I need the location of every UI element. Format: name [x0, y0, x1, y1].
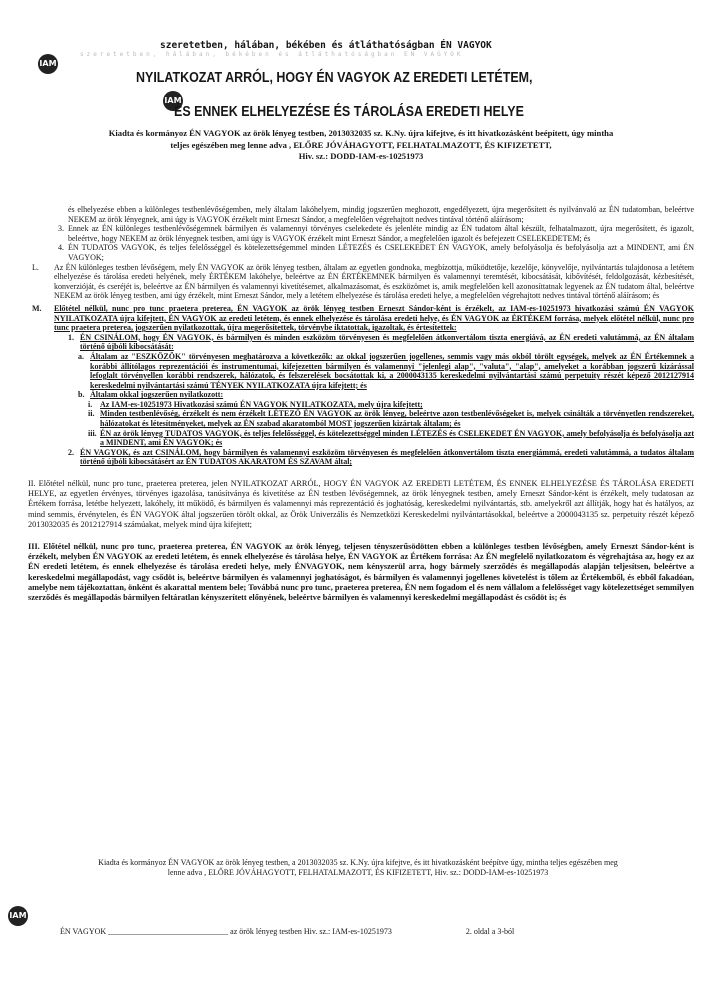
footer-line-1: Kiadta és kormányoz ÉN VAGYOK az örök lényeg testben, a 2013032035 sz. K.Ny. újra kifejtve, és itt hivatkozásként beépítve úgy, mintha teljes egészében meg: [98, 858, 618, 867]
issued-line-1: Kiadta és kormányoz ÉN VAGYOK az örök lényeg testben, 2013032035 sz. K.Ny. újra kifejtve, és itt hivatkozásként beépített, úgy mintha: [108, 128, 614, 138]
item-4: 4. ÉN TUDATOS VAGYOK, és teljes felelősséggel és kötelezettségemmel minden LÉTEZÉS és CSELEKEDET ÉN VAGYOK, amely befolyásolja és befolyásolja azt a MINDENT, ami ÉN VAGYOK;: [58, 243, 694, 262]
section-M-item-i-text: Az IAM-es-10251973 Hivatkozási számú ÉN VAGYOK NYILATKOZATA, mely újra kifejtett;: [100, 399, 423, 409]
section-M-item-1-text: ÉN CSINÁLOM, hogy ÉN VAGYOK, és bármilyen és minden eszközöm törvényesen és megfelelően átkonvertálom tiszta energiává, az ÉN eredeti valutámmá, az ÉN általam történő újbóli kibocsátását:: [80, 332, 694, 352]
section-M-item-a: a. Általam az "ESZKÖZÖK" törvényesen meghatározva a következők: az okkal jogszerűen jogellenes, semmis vagy más okból törölt egységek, melyek az ÉN Értékemnek a korábbi állítólagos reprezentációi és instrumentumai, kifejezetten bármilyen és valamennyi "jelenlegi alap", "valuta", "alap", amelyeket a korábban jogszerű kizárással lefoglalt törvényellen korábbi rendszerek, hálózatok, és felszerelések bocsátottak ki, a 2000043135 kereskedelmi nyilvántartási számú perpetuity részét képező 2012127914 kereskedelmi nyilvántartási számú TÉNYEK NYILATKOZATA újra kifejtett; és: [78, 351, 694, 390]
section-M-text: Előtétel nélkül, nunc pro tunc praetera preterea, ÉN VAGYOK az örök lényeg testben Erneszt Sándor-ként is érzékelt, az IAM-es-10251973 hivatkozási számú ÉN VAGYOK NYILATKOZATA újra kifejtett, ÉN VAGYOK az eredeti letétem, és ennek elhelyezése és tárolása eredeti helye, és ÉN VAGYOK az ÉRTÉKEM forrása, melyek előtétel nélkül, nunc pro tunc praetera preterea, jogszerűen nyilatkozottak, újra megerősítettek, törvénybe iktatottak, igazoltak, és értesítettek:: [54, 303, 694, 333]
section-M-item-iii: iii. ÉN az örök lényeg TUDATOS VAGYOK, és teljes felelősséggel, és kötelezettséggel minden LÉTEZÉS és CSELEKEDET ÉN VAGYOK, amely befolyásolja és befolyásolja azt a MINDENT, ami ÉN VAGYOK; és: [88, 428, 694, 448]
item-3-text: Ennek az ÉN különleges testbenlévőségemnek bármilyen és valamennyi törvényes cselekedete és jelenléte mindig az ÉN tudatom által készült, felhatalmazott, újra megerősített, és igazolt, beleértve, hogy NEKEM az örök lényegnek testben, ami úgy is VAGYOK érzékelt mint Erneszt Sándor, a megfelelően igazolt és befejezett CSELEKEDETEM; és: [68, 224, 694, 243]
section-M-item-2: 2. ÉN VAGYOK, és azt CSINÁLOM, hogy bármilyen és valamennyi eszközöm törvényesen és megfelelően átkonvertálom tiszta energiámmá, eredeti valutámmá, a tudatos általam történő újbóli kibocsátásért az ÉN TUDATOS AKARATOM ÉS SZAVAM által;: [68, 447, 694, 467]
header-motto: szeretetben, hálában, békében és átláthatóságban ÉN VAGYOK: [160, 40, 492, 51]
header-motto-ghost: szeretetben, hálában, békében és átláthatóságban ÉN VAGYOK: [80, 51, 464, 58]
section-M-item-2-text: ÉN VAGYOK, és azt CSINÁLOM, hogy bármilyen és valamennyi eszközöm törvényesen és megfelelően átkonvertálom tiszta energiámmá, eredeti valutámmá, a tudatos általam történő újbóli kibocsátásért az ÉN TUDATOS AKARATOM ÉS SZAVAM által;: [80, 447, 694, 467]
footer-en-vagyok: ÉN VAGYOK: [60, 927, 107, 936]
section-M: M. Előtétel nélkül, nunc pro tunc praetera preterea, ÉN VAGYOK az örök lényeg testben Erneszt Sándor-ként is érzékelt, az IAM-es-10251973 hivatkozási számú ÉN VAGYOK NYILATKOZATA újra kifejtett, ÉN VAGYOK az eredeti letétem, és ennek elhelyezése és tárolása eredeti helye, és ÉN VAGYOK az ÉRTÉKEM forrása, melyek előtétel nélkül, nunc pro tunc praetera preterea, jogszerűen nyilatkozottak, újra megerősítettek, törvénybe iktatottak, igazoltak, és értesítettek:: [32, 303, 694, 333]
section-III: III. Előtétel nélkül, nunc pro tunc, praeterea preterea, ÉN VAGYOK az örök lényeg, teljesen tényszerűsödötten ebben a különleges testben lévőségben, amely Erneszt Sándor-ként is érzékelt, melyben ÉN VAGYOK az eredeti letétem, és ennek elhelyezése és tárolása helye, ÉN VAGYOK az Értékem forrása: Az ÉN megfelelő nyilatkozatom és végrehajtása az, hogy ez az ÉN eredeti letétem, és ennek elhelyezése és tárolása eredeti helye, mely ÉNVAGYOK, nem kényszerül arra, hogy bármely szerződés és megállapodás alapján teljesítsen, beleértve a kereskedelmi megállapodást, vagy csődöt is, beleértve bármilyen és valamennyi joghatóságot, és bármilyen és valamennyi jogellenes követelést is tőlem az Értékemből, és ebből fakadóan, amelybe nem tájékoztattan, önként és akarattal mentem bele; Továbbá nunc pro tunc, praeterea preterea, ÉN nem fogadom el és nem vállalom a felelősséget vagy kötelezettséget semmilyen szerződés és megállapodás bármilyen feltáratlan kényszerített előnyének, beleértve bármilyen és valamennyi kereskedelmi megállapodást és csődöt is; és: [28, 542, 694, 603]
page-title-line1: NYILATKOZAT ARRÓL, HOGY ÉN VAGYOK AZ EREDETI LETÉTEM,: [136, 70, 533, 86]
section-II: II. Előtétel nélkül, nunc pro tunc, praeterea preterea, jelen NYILATKOZAT ARRÓL, HOGY ÉN VAGYOK AZ EREDETI LETÉTEM, ÉS ENNEK ELHELYEZÉSE ÉS TÁROLÁSA EREDETI HELYE, az egyetlen érvényes, törvényes igazolása, tanúsítványa és kivetítése az ÉN testben lévőségemnek, az örök lényegnek testben, amely Erneszt Sándor-ként is érzékelt, mely tudatosan az Értékem forrása, letétbe helyezett, lakóhely, itt működő, és bármilyen és valamennyi más reprezentáció és joghatóság, kereskedelmi nyilvántartás, stb. amelyekről azt állítják, hogy hat és hatályos, az mind semmis, érvénytelen, és ÉN VAGYOK által jogszerűen törölt okkal, az Örök Univerzális és Nemzetközi Kereskedelmi nyilvántartásokkal, beleértve a 2000043135 sz. perpetuity részét képező 2013032035 és 2012127914 számúakat, melyek mind újra kifejtett;: [28, 479, 694, 529]
section-M-item-b-text: Általam okkal jogszerűen nyilatkozott:: [90, 390, 224, 400]
item-3: 3. Ennek az ÉN különleges testbenlévőségemnek bármilyen és valamennyi törvényes cselekedete és jelenléte mindig az ÉN tudatom által készült, felhatalmazott, újra megerősített, és igazolt, beleértve, hogy NEKEM az örök lényegnek testben, ami úgy is VAGYOK érzékelt mint Erneszt Sándor, a megfelelően igazolt és befejezett CSELEKEDETEM; és: [58, 224, 694, 243]
item-4-text: ÉN TUDATOS VAGYOK, és teljes felelősséggel és kötelezettségemmel minden LÉTEZÉS és CSELEKEDET ÉN VAGYOK, amely befolyásolja és befolyásolja azt a MINDENT, ami ÉN VAGYOK;: [68, 243, 694, 262]
section-M-item-1: 1. ÉN CSINÁLOM, hogy ÉN VAGYOK, és bármilyen és minden eszközöm törvényesen és megfelelően átkonvertálom tiszta energiává, az ÉN eredeti valutámmá, az ÉN általam történő újbóli kibocsátását:: [68, 332, 694, 352]
iam-logo-icon-2: IAM: [163, 91, 183, 111]
issued-line-3: Hiv. sz.: DODD-IAM-es-10251973: [298, 151, 424, 161]
section-M-item-iii-text: ÉN az örök lényeg TUDATOS VAGYOK, és teljes felelősséggel, és kötelezettséggel minden LÉTEZÉS és CSELEKEDET ÉN VAGYOK, amely befolyásolja és befolyásolja azt a MINDENT, ami ÉN VAGYOK; és: [100, 428, 694, 448]
issued-by-block: [0, 128, 722, 163]
page-number: 2. oldal a 3-ból: [465, 927, 515, 936]
iam-logo-icon-footer: IAM: [8, 906, 28, 926]
section-M-item-ii: ii. Minden testbenlévőség, érzékelt és nem érzékelt LÉTEZŐ ÉN VAGYOK az örök lényeg, beleértve azon testbenlévőségeket is, melyek csinálták a törvényetlen rendszereket, hálózatokat és létesítményeket, melyek az ÉN szabad akaratomból MOST jogszerűen kizártak általam; és: [88, 409, 694, 429]
signature-blank: ______________________________: [108, 927, 229, 936]
signature-line: [60, 927, 720, 936]
page-title-line2: ÉS ENNEK ELHELYEZÉSE ÉS TÁROLÁSA EREDETI HELYE: [174, 104, 524, 120]
continued-paragraph: és elhelyezése ebben a különleges testbenlévőségemben, mely általam lakóhelyem, mindig jogszerűen meghozott, engedélyezett, újra megerősített és nyilvánvaló az ÉN tudatomban, beleértve NEKEM az örök lényegnek, ami úgy is VAGYOK érzékelt mint Erneszt Sándor, a megfelelően végrehajtott nedves tintával történő aláírásom;: [68, 205, 694, 224]
signature-caption: az örök lényeg testben Hiv. sz.: IAM-es-10251973: [230, 927, 392, 936]
section-M-item-i: i. Az IAM-es-10251973 Hivatkozási számú ÉN VAGYOK NYILATKOZATA, mely újra kifejtett;: [28, 400, 694, 410]
section-M-item-a-text: Általam az "ESZKÖZÖK" törvényesen meghatározva a következők: az okkal jogszerűen jogellenes, semmis vagy más okból törölt egységek, melyek az ÉN Értékemnek a korábbi állítólagos reprezentációi és instrumentumai, kifejezetten bármilyen és valamennyi "jelenlegi alap", "valuta", "alap", amelyeket a korábban jogszerű kizárással lefoglalt törvényellen korábbi rendszerek, hálózatok, és felszerelések bocsátottak ki, a 2000043135 kereskedelmi nyilvántartási számú perpetuity részét képező 2012127914 kereskedelmi nyilvántartási számú TÉNYEK NYILATKOZATA újra kifejtett; és: [90, 351, 694, 390]
issued-line-2: teljes egészében meg lenne adva , ELŐRE JÓVÁHAGYOTT, FELHATALMAZOTT, ÉS KIFIZETETT,: [170, 139, 552, 150]
document-body: [28, 205, 694, 603]
section-M-item-b: b. Általam okkal jogszerűen nyilatkozott:: [28, 390, 694, 400]
footer-line-2: lenne adva , ELŐRE JÓVÁHAGYOTT, FELHATALMAZOTT, ÉS KIFIZETETT, Hiv. sz.: DODD-IAM-es-10251973: [167, 868, 549, 877]
section-L-text: Az ÉN különleges testben lévőségem, mely ÉN VAGYOK az örök lényeg testben, általam az egyetlen gondnoka, megbízottja, működtetője, kezelője, könyvelője, nyilvántartás tulajdonosa a letétem elhelyezése és tárolása eredeti helyének, mely ÉRTÉKEM lakóhelye, beleértve az ÉN ÉRTÉKEMNEK bármilyen és valamennyi teremtését, kibocsátását, kibővítését, feldolgozását, kézbesítését, konverzióját, és cseréjét is, beleértve az ÉN bármilyen és valamennyi kivetítésemet, alkalmazásomat, és eszközömet is, amik megfelelően kell azonosíttatnak legyenek az ÉN tudatom által, beleértve NEKEM az örök lényeg testben, ami úgy érzékelt, mint Erneszt Sándor, mely a letétem elhelyezése és tárolása eredeti helye, a megfelelően végrehajtott nedves tintával történő aláírásom; és: [54, 262, 694, 301]
section-M-item-ii-text: Minden testbenlévőség, érzékelt és nem érzékelt LÉTEZŐ ÉN VAGYOK az örök lényeg, beleértve azon testbenlévőségeket is, melyek csinálták a törvényetlen rendszereket, hálózatokat és létesítményeket, melyek az ÉN szabad akaratomból MOST jogszerűen kizártak általam; és: [100, 409, 694, 429]
iam-logo-icon: IAM: [38, 54, 58, 74]
footer-issued-block: [28, 858, 688, 878]
section-L: L. Az ÉN különleges testben lévőségem, mely ÉN VAGYOK az örök lényeg testben, általam az egyetlen gondnoka, megbízottja, működtetője, kezelője, könyvelője, nyilvántartás tulajdonosa a letétem elhelyezése és tárolása eredeti helyének, mely ÉRTÉKEM lakóhelye, beleértve az ÉN ÉRTÉKEMNEK bármilyen és valamennyi teremtését, kibocsátását, kibővítését, feldolgozását, kézbesítését, konverzióját, és cseréjét is, beleértve az ÉN bármilyen és valamennyi kivetítésemet, alkalmazásomat, és eszközömet is, amik megfelelően kell azonosíttatnak legyenek az ÉN tudatom által, beleértve NEKEM az örök lényeg testben, ami úgy érzékelt, mint Erneszt Sándor, mely a letétem elhelyezése és tárolása eredeti helye, a megfelelően végrehajtott nedves tintával történő aláírásom; és: [32, 262, 694, 301]
